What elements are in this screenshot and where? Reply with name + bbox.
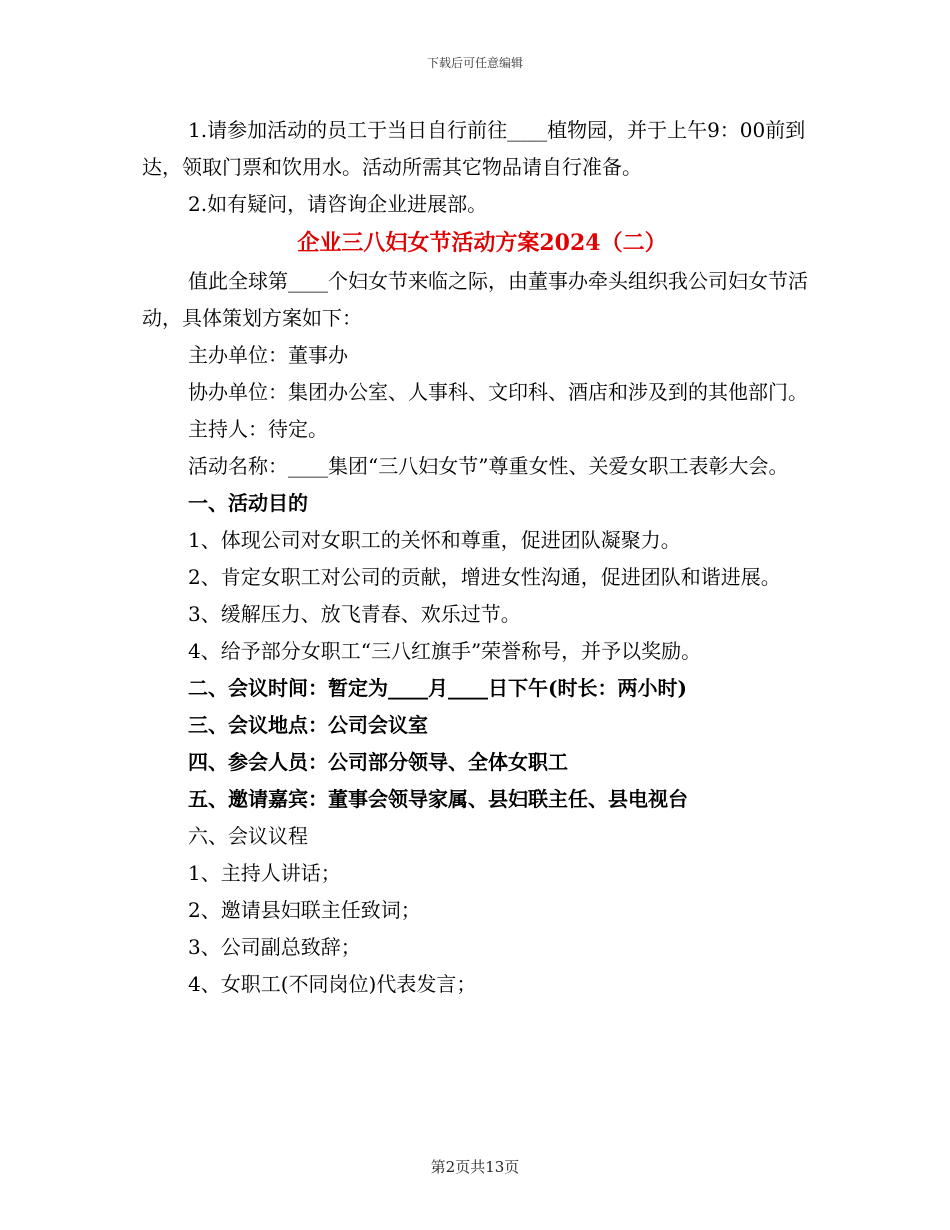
list-item-purpose-2: 2、肯定女职工对公司的贡献，增进女性沟通，促进团队和谐进展。: [188, 565, 781, 589]
list-item-agenda-1: 1、主持人讲话；: [188, 861, 341, 885]
list-item-purpose-1: 1、体现公司对女职工的关怀和尊重，促进团队凝聚力。: [188, 528, 681, 552]
paragraph-intro: 值此全球第____个妇女节来临之际，由董事办牵头组织我公司妇女节活动，具体策划方案如下：: [142, 269, 808, 330]
list-item-agenda-3: 3、公司副总致辞；: [188, 935, 361, 959]
paragraph-instruction-1: 1.请参加活动的员工于当日自行前往____植物园，并于上午9：00前到达，领取门票和饮用水。活动所需其它物品请自行准备。: [142, 118, 806, 179]
heading-meeting-place: 三、会议地点：公司会议室: [188, 713, 428, 737]
list-item-agenda-2: 2、邀请县妇联主任致词；: [188, 898, 421, 922]
section-title: 企业三八妇女节活动方案2024（二）: [297, 230, 667, 256]
heading-attendees: 四、参会人员：公司部分领导、全体女职工: [188, 750, 568, 774]
paragraph-co-organizer: 协办单位：集团办公室、人事科、文印科、酒店和涉及到的其他部门。: [188, 380, 808, 404]
list-item-purpose-4: 4、给予部分女职工“三八红旗手”荣誉称号，并予以奖励。: [188, 639, 702, 663]
list-item-purpose-3: 3、缓解压力、放飞青春、欢乐过节。: [188, 602, 521, 626]
list-item-agenda-4: 4、女职工(不同岗位)代表发言；: [188, 972, 477, 996]
page-header-note: 下载后可任意编辑: [426, 56, 523, 70]
page-footer-number: 第2页共13页: [430, 1158, 520, 1176]
paragraph-host: 主持人：待定。: [188, 417, 328, 441]
document-body: [142, 112, 822, 1003]
paragraph-organizer: 主办单位：董事办: [188, 343, 348, 367]
paragraph-event-name: 活动名称：____集团“三八妇女节”尊重女性、关爱女职工表彰大会。: [188, 454, 789, 478]
heading-guests: 五、邀请嘉宾：董事会领导家属、县妇联主任、县电视台: [188, 787, 688, 811]
heading-purpose: 一、活动目的: [188, 491, 308, 515]
heading-agenda: 六、会议议程: [188, 824, 308, 848]
heading-meeting-time: 二、会议时间：暂定为____月____日下午(时长：两小时): [188, 676, 687, 700]
paragraph-instruction-2: 2.如有疑问，请咨询企业进展部。: [188, 192, 488, 216]
